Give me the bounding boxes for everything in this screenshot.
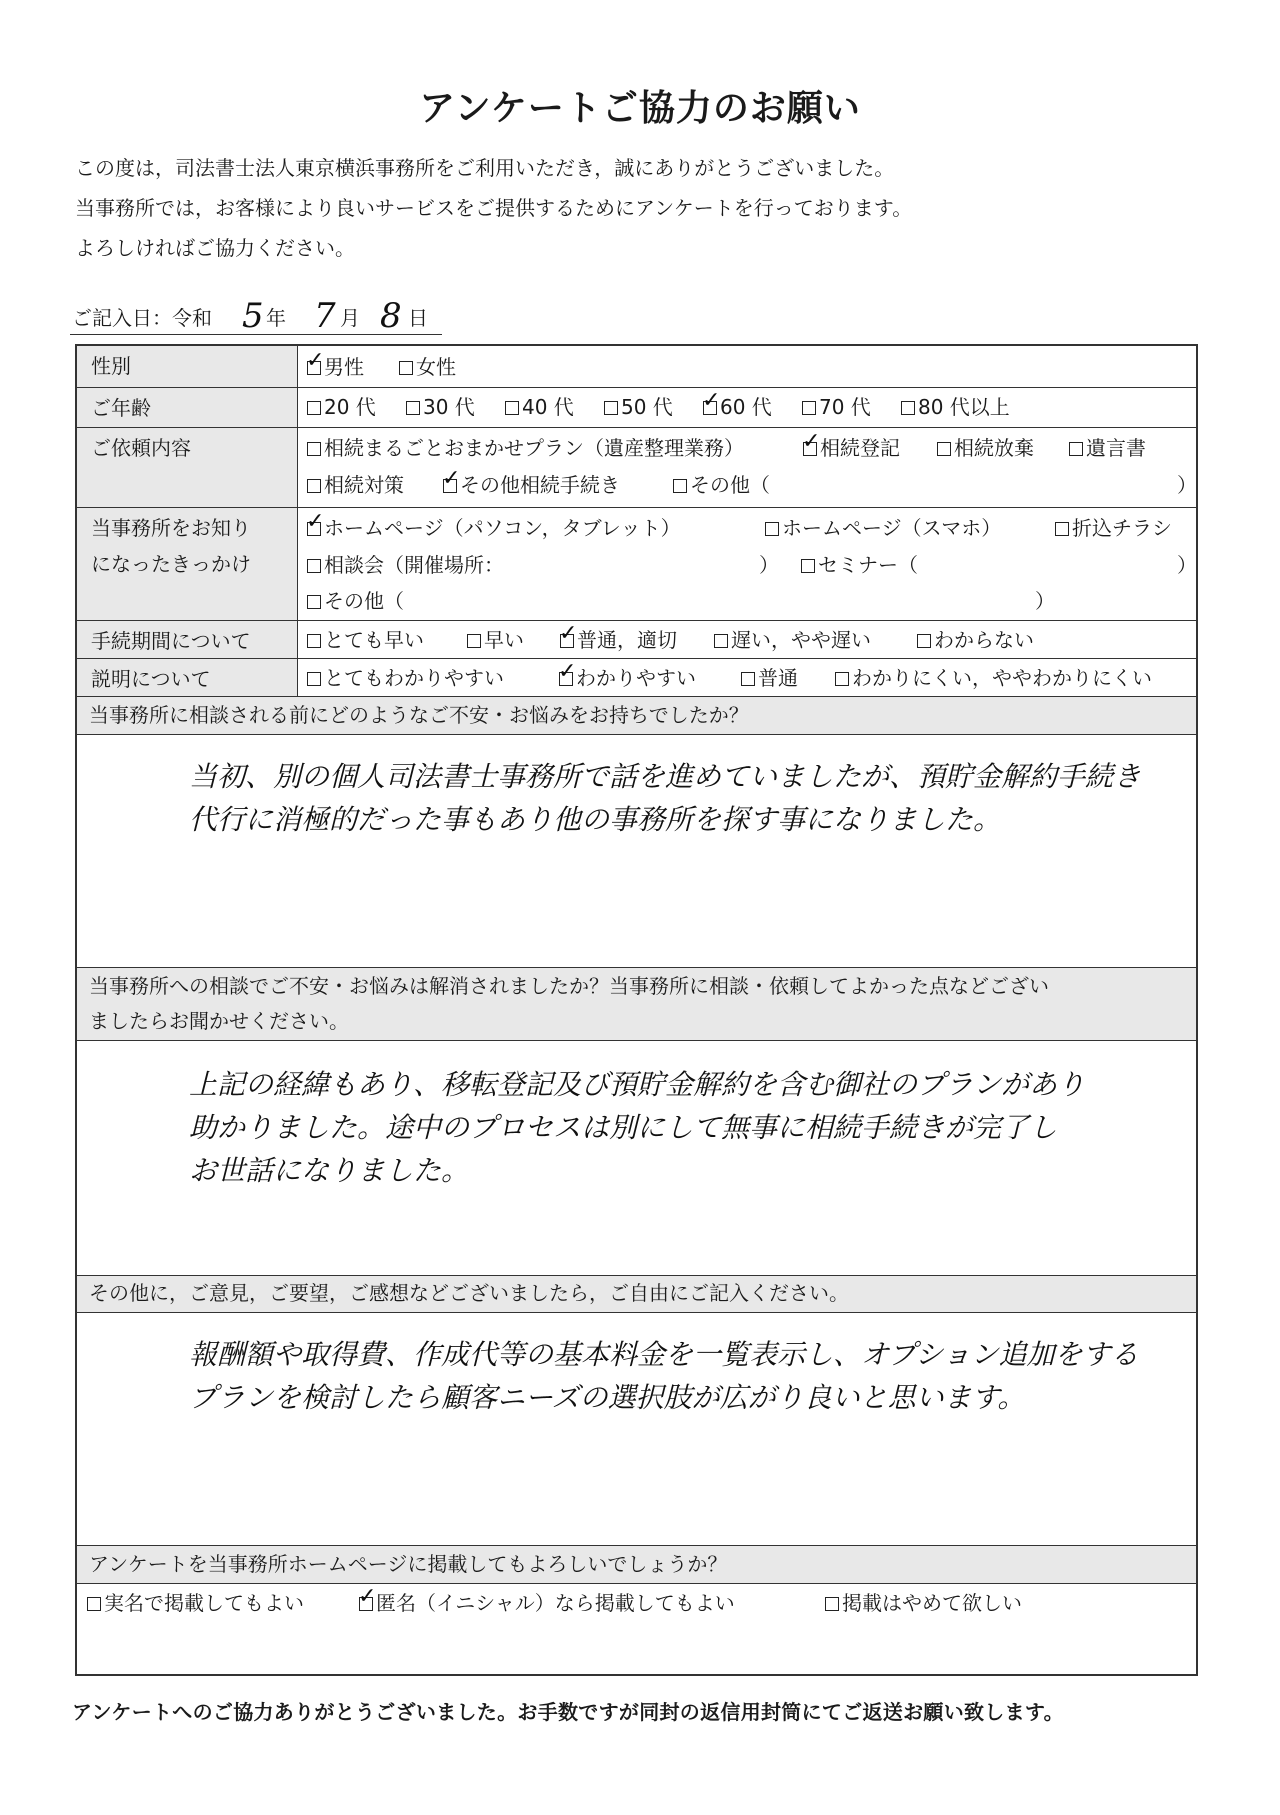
publish-option-anonymous[interactable]: ✓ 匿名（イニシャル）なら掲載してもよい [358,1584,735,1615]
age-option[interactable]: 80 代以上 [901,390,1010,424]
age-label: ご年齢 [77,388,298,427]
gender-option-female[interactable]: 女性 [399,350,456,384]
request-option-planning[interactable]: 相続対策 [307,468,404,502]
check-mark-icon: ✓ [306,348,325,373]
check-mark-icon: ✓ [306,509,325,534]
checkbox[interactable] [604,401,618,415]
request-row [77,428,1196,508]
q2-answer-area[interactable] [77,1041,1196,1276]
checkbox[interactable] [1069,442,1083,456]
checkbox[interactable] [1055,522,1069,536]
checkbox[interactable] [802,429,821,456]
q1-question-bar [77,697,1196,735]
source-option-flyer[interactable]: 折込チラシ [1055,511,1172,545]
age-option[interactable]: 30 代 [406,390,475,424]
gender-row [77,346,1196,388]
q1-answer-area[interactable] [77,735,1196,968]
date-month-value[interactable]: 7 [314,296,336,336]
check-mark-icon: ✓ [802,429,821,454]
gender-options [298,346,1196,387]
entry-date [70,298,442,335]
source-option-homepage-pc[interactable]: ✓ ホームページ（パソコン，タブレット） [306,509,681,540]
checkbox[interactable] [307,479,321,493]
age-option-60[interactable]: ✓ 60 代 [702,388,772,419]
period-label: 手続期間について [77,621,298,658]
explanation-row [77,659,1196,697]
checkbox[interactable] [307,672,321,686]
checkbox[interactable] [835,672,849,686]
source-option-seminar[interactable]: セミナー（ [801,548,918,582]
check-mark-icon: ✓ [559,621,578,646]
publish-options [77,1584,1196,1674]
checkbox[interactable] [442,466,461,493]
age-options [298,388,1196,427]
publish-option-real-name[interactable]: 実名で掲載してもよい [87,1586,304,1620]
request-option-other[interactable]: その他（ [673,468,770,502]
intro-line: よろしければご協力ください。 [75,236,355,260]
q1-answer: 当初、別の個人司法書士事務所で話を進めていましたが、預貯金解約手続き 代行に消極的だった事もあり他の事務所を探す事になりました。 [189,760,1142,836]
period-option-fast[interactable]: 早い [467,623,524,657]
request-option-full-plan[interactable]: 相続まるごとおまかせプラン（遺産整理業務） [307,431,744,465]
q2-answer: 上記の経緯もあり、移転登記及び預貯金解約を含む御社のプランがあり 助かりました。途中のプロセスは別にして無事に相続手続きが完了し お世話になりました。 [189,1068,1086,1187]
checkbox[interactable] [467,634,481,648]
age-option[interactable]: 20 代 [307,390,376,424]
age-row [77,388,1196,428]
checkbox[interactable] [505,401,519,415]
date-day-unit: 日 [408,306,428,330]
source-consultation-close-paren: ） [759,553,779,577]
check-mark-icon: ✓ [358,1584,377,1609]
q1-question: 当事務所に相談される前にどのようなご不安・お悩みをお持ちでしたか？ [89,703,749,727]
checkbox[interactable] [765,522,779,536]
checkbox[interactable] [901,401,915,415]
date-year-value[interactable]: 5 [242,296,264,336]
explanation-option-unclear[interactable]: わかりにくい，ややわかりにくい [835,661,1152,695]
date-day-value[interactable]: 8 [380,296,402,336]
source-options [298,508,1196,620]
q3-question-bar [77,1276,1196,1313]
request-option-registration[interactable]: ✓ 相続登記 [802,429,900,460]
explanation-option-very-clear[interactable]: とてもわかりやすい [307,661,504,695]
source-other-close-paren: ） [1035,589,1055,613]
checkbox[interactable] [714,634,728,648]
checkbox[interactable] [825,1597,839,1611]
publish-question-bar [77,1546,1196,1584]
checkbox[interactable] [702,388,721,415]
explanation-options [298,659,1196,696]
check-mark-icon: ✓ [442,466,461,491]
source-row [77,508,1196,621]
checkbox[interactable] [307,442,321,456]
request-option-will[interactable]: 遺言書 [1069,431,1146,465]
period-row [77,621,1196,659]
q3-question: その他に，ご意見，ご要望，ご感想などございましたら，ご自由にご記入ください。 [89,1281,849,1305]
gender-label: 性別 [77,346,298,387]
explanation-label: 説明について [77,659,298,696]
check-mark-icon: ✓ [702,388,721,413]
checkbox[interactable] [801,559,815,573]
intro-text [75,148,1195,268]
request-other-close-paren: ） [1177,473,1197,497]
request-label: ご依頼内容 [77,428,298,507]
survey-form [75,344,1198,1676]
age-option[interactable]: 70 代 [802,390,871,424]
period-option-unknown[interactable]: わからない [917,623,1034,657]
source-seminar-close-paren: ） [1177,553,1197,577]
period-option-normal[interactable]: ✓ 普通，適切 [559,621,677,652]
publish-question: アンケートを当事務所ホームページに掲載してもよろしいでしょうか？ [89,1552,728,1576]
check-mark-icon: ✓ [558,659,577,684]
request-option-other-procedures[interactable]: ✓ その他相続手続き [442,466,620,497]
intro-line: 当事務所では，お客様により良いサービスをご提供するためにアンケートを行っております。 [75,196,913,220]
date-month-unit: 月 [340,306,360,330]
period-options [298,621,1196,658]
checkbox[interactable] [358,1584,377,1611]
checkbox[interactable] [802,401,816,415]
explanation-option-clear[interactable]: ✓ わかりやすい [558,659,696,690]
source-option-other[interactable]: その他（ [307,584,404,618]
checkbox[interactable] [87,1597,101,1611]
date-label: ご記入日：令和 [72,306,212,330]
request-option-renunciation[interactable]: 相続放棄 [937,431,1034,465]
checkbox[interactable] [306,509,325,536]
q2-question-line: 当事務所への相談でご不安・お悩みは解消されましたか？当事務所に相談・依頼してよかった点などござい [89,974,1049,998]
footer-note: アンケートへのご協力ありがとうございました。お手数ですが同封の返信用封筒にてご返送お願い致します。 [72,1700,1064,1724]
q3-answer-area[interactable] [77,1313,1196,1546]
publish-option-decline[interactable]: 掲載はやめて欲しい [825,1586,1022,1620]
checkbox[interactable] [306,348,325,375]
age-option[interactable]: 50 代 [604,390,673,424]
explanation-option-normal[interactable]: 普通 [741,661,798,695]
checkbox[interactable] [307,595,321,609]
gender-option-male[interactable]: ✓ 男性 [306,348,364,379]
source-option-consultation[interactable]: 相談会（開催場所： [307,548,504,582]
q2-question-line: ましたらお聞かせください。 [89,1009,349,1033]
checkbox[interactable] [673,479,687,493]
checkbox[interactable] [917,634,931,648]
q3-answer: 報酬額や取得費、作成代等の基本料金を一覧表示し、オプション追加をする プランを検討したら顧客ニーズの選択肢が広がり良いと思います。 [189,1338,1139,1414]
period-option-very-fast[interactable]: とても早い [307,623,424,657]
page-title: アンケートご協力のお願い [419,88,861,129]
checkbox[interactable] [307,559,321,573]
age-option[interactable]: 40 代 [505,390,574,424]
date-year-unit: 年 [266,306,286,330]
period-option-slow[interactable]: 遅い，やや遅い [714,623,871,657]
intro-line: この度は，司法書士法人東京横浜事務所をご利用いただき，誠にありがとうございました。 [75,156,895,180]
checkbox[interactable] [741,672,755,686]
checkbox[interactable] [937,442,951,456]
checkbox[interactable] [307,634,321,648]
checkbox[interactable] [307,401,321,415]
source-option-homepage-mobile[interactable]: ホームページ（スマホ） [765,511,1001,545]
checkbox[interactable] [559,621,578,648]
checkbox[interactable] [558,659,577,686]
checkbox[interactable] [399,361,413,375]
checkbox[interactable] [406,401,420,415]
request-options [298,428,1196,507]
source-label: 当事務所をお知り になったきっかけ [77,508,298,620]
q2-question-bar [77,968,1196,1041]
